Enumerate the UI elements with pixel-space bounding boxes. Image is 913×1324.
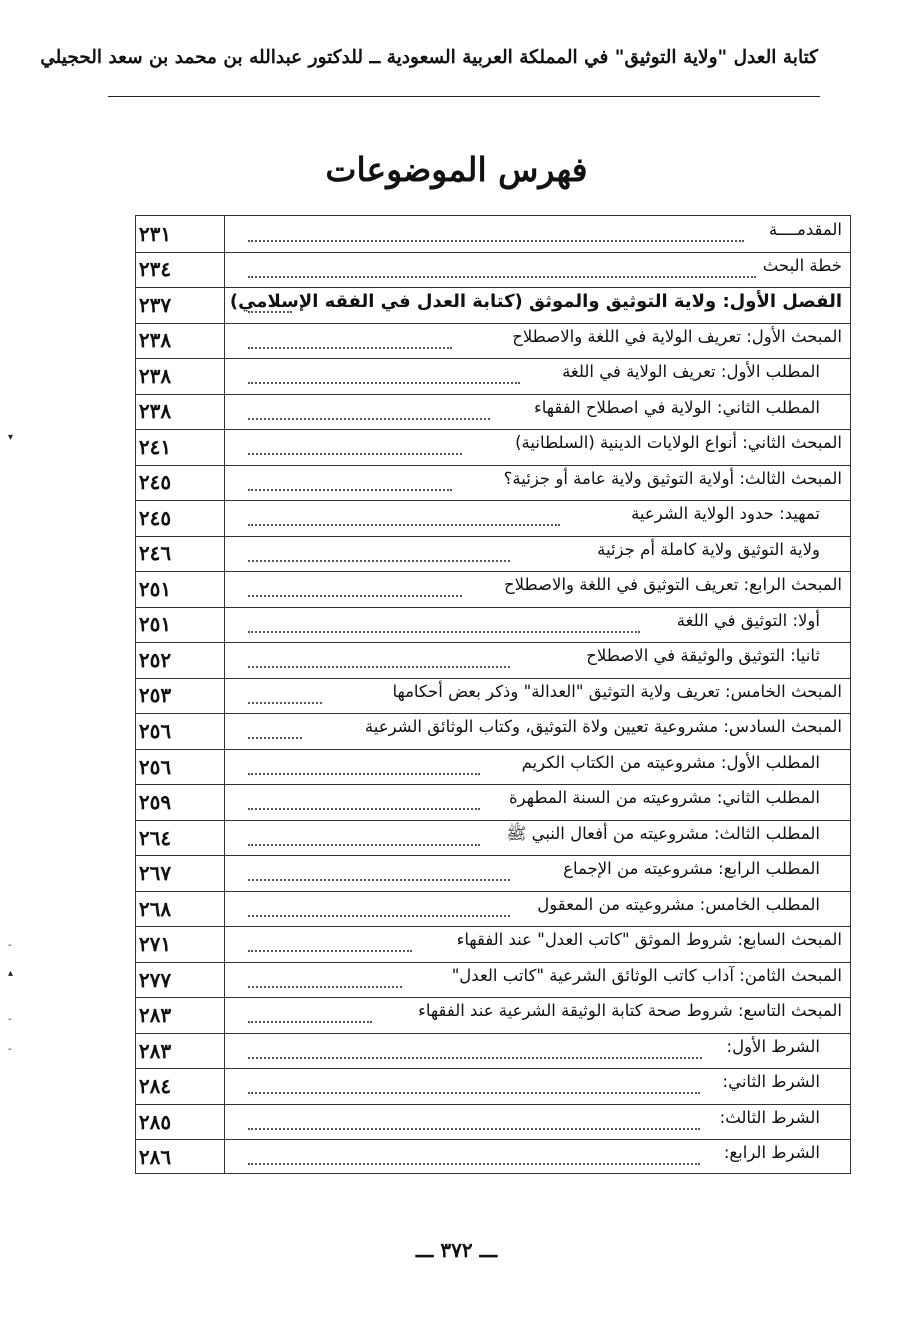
toc-page-number: ٢٤٥ xyxy=(138,470,172,495)
toc-row xyxy=(136,358,850,394)
leader-dots xyxy=(248,972,402,988)
toc-page-number: ٢٧٧ xyxy=(138,967,172,992)
toc-row xyxy=(136,500,850,536)
toc-entry xyxy=(228,926,850,962)
row-rule xyxy=(136,642,850,643)
toc-entry-text: المطلب الأول: تعريف الولاية في اللغة xyxy=(562,362,820,382)
toc-entry xyxy=(228,713,850,749)
toc-entry xyxy=(228,358,850,394)
toc-entry xyxy=(228,891,850,927)
toc-row xyxy=(136,216,850,252)
toc-row xyxy=(136,997,850,1033)
toc-entry-text: الشرط الثاني: xyxy=(722,1072,820,1092)
toc-row xyxy=(136,784,850,820)
leader-dots xyxy=(248,581,462,597)
toc-entry-text: المطلب الأول: مشروعيته من الكتاب الكريم xyxy=(521,752,820,772)
toc-page-number: ٢٧١ xyxy=(138,932,172,957)
toc-entry-text: المطلب الثاني: مشروعيته من السنة المطهرة xyxy=(509,788,820,808)
toc-row xyxy=(136,926,850,962)
toc-entry-text: أولا: التوثيق في اللغة xyxy=(676,610,820,630)
leader-dots xyxy=(248,368,520,384)
margin-mark: - xyxy=(8,1014,12,1025)
toc-entry-text: المبحث الرابع: تعريف التوثيق في اللغة والاصطلاح xyxy=(504,575,842,595)
toc-row xyxy=(136,820,850,856)
toc-entry xyxy=(228,429,850,465)
toc-entry-text: المبحث الخامس: تعريف ولاية التوثيق "العدالة" وذكر بعض أحكامها xyxy=(392,681,842,701)
toc-row xyxy=(136,855,850,891)
toc-entry-text: الفصل الأول: ولاية التوثيق والموثق (كتابة العدل في الفقه الإسلامي) xyxy=(229,291,842,313)
toc-entry-text: المطلب الخامس: مشروعيته من المعقول xyxy=(537,894,820,914)
leader-dots xyxy=(248,333,452,349)
toc-entry-text: المطلب الثالث: مشروعيته من أفعال النبي ﷺ xyxy=(506,823,820,843)
toc-entry xyxy=(228,749,850,785)
leader-dots xyxy=(248,936,412,952)
row-rule xyxy=(136,1104,850,1105)
toc-entry xyxy=(228,678,850,714)
row-rule xyxy=(136,1139,850,1140)
toc-entry xyxy=(228,465,850,501)
toc-entry xyxy=(228,323,850,359)
toc-row xyxy=(136,323,850,359)
toc-entry xyxy=(228,1033,850,1069)
toc-page-number: ٢٥٩ xyxy=(138,790,172,815)
toc-row xyxy=(136,962,850,998)
toc-page-number: ٢٨٦ xyxy=(138,1145,172,1170)
row-rule xyxy=(136,926,850,927)
toc-page-number: ٢٥٣ xyxy=(138,683,172,708)
toc-page-number: ٢٣٨ xyxy=(138,363,172,388)
leader-dots xyxy=(248,1114,700,1130)
leader-dots xyxy=(248,1043,702,1059)
toc-page-number: ٢٥١ xyxy=(138,612,172,637)
margin-mark: ▾ xyxy=(8,432,14,443)
toc-row xyxy=(136,891,850,927)
toc-row xyxy=(136,1139,850,1175)
toc-row xyxy=(136,571,850,607)
leader-dots xyxy=(248,510,560,526)
leader-dots xyxy=(248,297,292,313)
header-rule xyxy=(108,96,820,97)
leader-dots xyxy=(248,439,462,455)
toc-row xyxy=(136,252,850,288)
leader-dots xyxy=(248,546,510,562)
toc-entry-text: المطلب الرابع: مشروعيته من الإجماع xyxy=(563,859,820,879)
toc-entry-text: ثانيا: التوثيق والوثيقة في الاصطلاح xyxy=(586,646,820,666)
toc-entry-text: ولاية التوثيق ولاية كاملة أم جزئية xyxy=(597,539,820,559)
row-rule xyxy=(136,358,850,359)
toc-row xyxy=(136,678,850,714)
toc-page-number: ٢٣٨ xyxy=(138,328,172,353)
row-rule xyxy=(136,287,850,288)
leader-dots xyxy=(248,404,490,420)
toc-entry xyxy=(228,216,850,252)
toc-entry-text: المبحث السابع: شروط الموثق "كاتب العدل" عند الفقهاء xyxy=(456,930,842,950)
toc-entry-text: المبحث الأول: تعريف الولاية في اللغة والاصطلاح xyxy=(512,326,842,346)
toc-entry xyxy=(228,642,850,678)
row-rule xyxy=(136,1033,850,1034)
toc-page-number: ٢٣١ xyxy=(138,221,172,246)
toc-entry xyxy=(228,820,850,856)
toc-page-number: ٢٥١ xyxy=(138,576,172,601)
leader-dots xyxy=(248,723,302,739)
row-rule xyxy=(136,394,850,395)
toc-entry-text: المطلب الثاني: الولاية في اصطلاح الفقهاء xyxy=(533,397,820,417)
toc-entry xyxy=(228,394,850,430)
toc-entry-text: خطة البحث xyxy=(762,255,842,275)
row-rule xyxy=(136,962,850,963)
running-header: كتابة العدل "ولاية التوثيق" في المملكة العربية السعودية ــ للدكتور عبدالله بن محمد بن سعد الحجيلي xyxy=(40,47,818,68)
row-rule xyxy=(136,713,850,714)
toc-page-number: ٢٣٨ xyxy=(138,399,172,424)
toc-row xyxy=(136,642,850,678)
toc-page-number: ٢٦٧ xyxy=(138,861,172,886)
row-rule xyxy=(136,465,850,466)
leader-dots xyxy=(248,617,640,633)
toc-row xyxy=(136,713,850,749)
row-rule xyxy=(136,997,850,998)
toc-page-number: ٢٨٤ xyxy=(138,1074,172,1099)
margin-mark: ▴ xyxy=(8,968,14,979)
toc-row xyxy=(136,429,850,465)
toc-page-number: ٢٨٣ xyxy=(138,1038,172,1063)
toc-entry-text: المبحث السادس: مشروعية تعيين ولاة التوثيق، وكتاب الوثائق الشرعية xyxy=(364,717,842,737)
row-rule xyxy=(136,749,850,750)
toc-row xyxy=(136,394,850,430)
toc-page-number: ٢٥٢ xyxy=(138,647,172,672)
toc-row xyxy=(136,1068,850,1104)
margin-mark: - xyxy=(8,1044,12,1055)
toc-page-number: ٢٤٥ xyxy=(138,505,172,530)
leader-dots xyxy=(248,1149,700,1165)
toc-entry xyxy=(228,1139,850,1175)
toc-entry-text: الشرط الرابع: xyxy=(723,1143,820,1163)
toc-entry xyxy=(228,287,850,323)
toc-page-number: ٢٦٨ xyxy=(138,896,172,921)
toc-page-number: ٢٣٤ xyxy=(138,257,172,282)
toc-entry-text: الشرط الثالث: xyxy=(719,1107,820,1127)
row-rule xyxy=(136,1068,850,1069)
toc-entry xyxy=(228,536,850,572)
toc-row xyxy=(136,287,850,323)
toc-entry-text: المبحث الثاني: أنواع الولايات الدينية (السلطانية) xyxy=(515,433,842,453)
toc-page-number: ٢٨٥ xyxy=(138,1109,172,1134)
page-title: فهرس الموضوعات xyxy=(325,150,588,189)
toc-page-number: ٢٤٦ xyxy=(138,541,172,566)
toc-row xyxy=(136,607,850,643)
row-rule xyxy=(136,252,850,253)
toc-page-number: ٢٥٦ xyxy=(138,719,172,743)
toc-page-number: ٢٥٦ xyxy=(138,754,172,779)
leader-dots xyxy=(248,901,510,917)
toc-entry-text: المقدمــــة xyxy=(768,220,842,239)
row-rule xyxy=(136,607,850,608)
leader-dots xyxy=(248,865,510,881)
toc-row xyxy=(136,749,850,785)
toc-page-number: ٢٦٤ xyxy=(138,825,172,850)
toc-entry xyxy=(228,500,850,536)
toc-page-number: ٢٣٧ xyxy=(138,292,172,317)
toc-table xyxy=(135,215,851,1174)
toc-row xyxy=(136,536,850,572)
leader-dots xyxy=(248,1078,700,1094)
toc-entry-text: المبحث الثامن: آداب كاتب الوثائق الشرعية "كاتب العدل" xyxy=(451,965,842,985)
toc-entry xyxy=(228,855,850,891)
row-rule xyxy=(136,784,850,785)
toc-page-number: ٢٤١ xyxy=(138,434,172,459)
toc-entry xyxy=(228,784,850,820)
leader-dots xyxy=(248,1007,372,1023)
toc-entry-text: المبحث الثالث: أولاية التوثيق ولاية عامة أو جزئية؟ xyxy=(503,468,842,488)
leader-dots xyxy=(248,262,756,278)
page-number: ـــ ٣٧٢ ـــ xyxy=(415,1238,498,1262)
row-rule xyxy=(136,500,850,501)
toc-entry xyxy=(228,962,850,998)
margin-mark: - xyxy=(8,940,12,951)
leader-dots xyxy=(248,475,452,491)
toc-row xyxy=(136,1104,850,1140)
toc-entry xyxy=(228,997,850,1033)
toc-entry-text: تمهيد: حدود الولاية الشرعية xyxy=(631,504,820,524)
leader-dots xyxy=(248,652,510,668)
toc-entry xyxy=(228,252,850,288)
toc-page-number: ٢٨٣ xyxy=(138,1003,172,1028)
leader-dots xyxy=(248,759,480,775)
row-rule xyxy=(136,536,850,537)
row-rule xyxy=(136,855,850,856)
leader-dots xyxy=(248,226,744,242)
toc-entry xyxy=(228,1068,850,1104)
toc-row xyxy=(136,1033,850,1069)
toc-entry-text: الشرط الأول: xyxy=(726,1036,820,1056)
row-rule xyxy=(136,678,850,679)
leader-dots xyxy=(248,688,322,704)
leader-dots xyxy=(248,794,480,810)
toc-entry xyxy=(228,1104,850,1140)
toc-entry-text: المبحث التاسع: شروط صحة كتابة الوثيقة الشرعية عند الفقهاء xyxy=(418,1001,842,1021)
row-rule xyxy=(136,891,850,892)
toc-entry xyxy=(228,571,850,607)
toc-row xyxy=(136,465,850,501)
toc-entry xyxy=(228,607,850,643)
row-rule xyxy=(136,571,850,572)
row-rule xyxy=(136,323,850,324)
row-rule xyxy=(136,820,850,821)
leader-dots xyxy=(248,830,480,846)
row-rule xyxy=(136,429,850,430)
